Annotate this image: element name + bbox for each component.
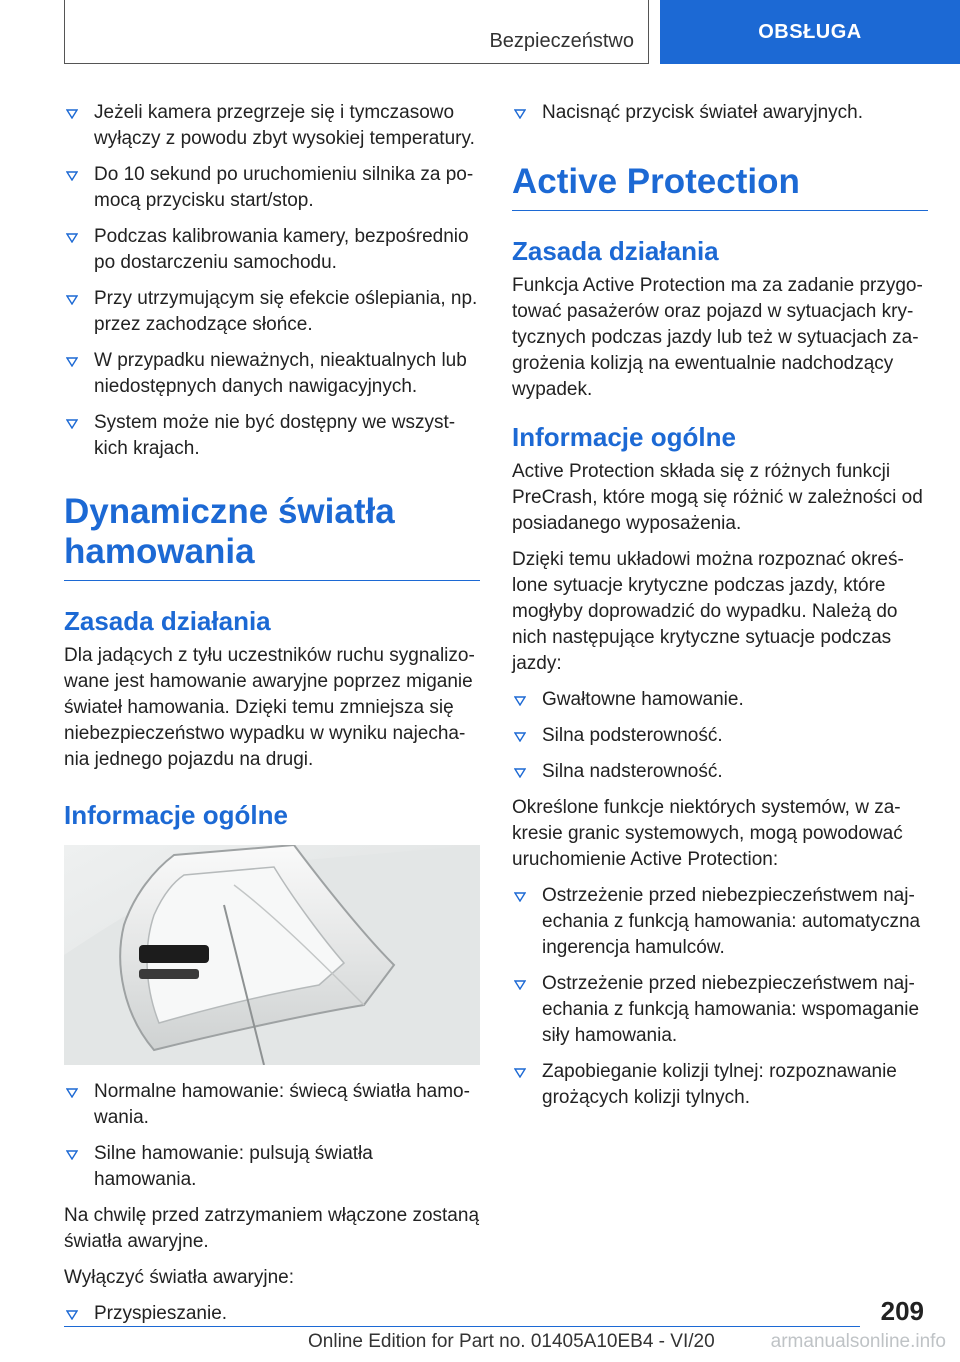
intro-bullet-list	[64, 100, 480, 462]
list-item: Ostrzeżenie przed niebezpieczeństwem naj-echania z funkcją hamowania: wspomaganie siły hamowania.	[512, 971, 928, 1049]
paragraph: Dla jadących z tyłu uczestników ruchu sygnalizo-wane jest hamowanie awaryjne poprzez miganie świateł hamowania. Dzięki temu zmniejsza się niebezpieczeństwo wypadku w wyniku najecha-nia jednego pojazdu na drugi.	[64, 645, 475, 770]
page-number: 209	[880, 1296, 924, 1326]
list-item: Jeżeli kamera przegrzeje się i tymczasowo wyłączy z powodu zbyt wysokiej temperatury.	[64, 100, 480, 152]
list-item: System może nie być dostępny we wszyst-kich krajach.	[64, 410, 480, 462]
subheading-principle: Zasada działania	[512, 236, 719, 266]
system-functions-list	[512, 883, 928, 1111]
paragraph: Wyłączyć światła awaryjne:	[64, 1267, 295, 1288]
list-item: Normalne hamowanie: świecą światła hamo-wania.	[64, 1079, 480, 1131]
footer-divider	[64, 1326, 860, 1327]
list-item: Przyspieszanie.	[64, 1301, 480, 1327]
bullet-triangle-icon	[66, 1150, 78, 1160]
bullet-triangle-icon	[514, 732, 526, 742]
bullet-triangle-icon	[514, 696, 526, 706]
list-item: Do 10 sekund po uruchomieniu silnika za po-mocą przycisku start/stop.	[64, 162, 480, 214]
paragraph: Na chwilę przed zatrzymaniem włączone zostaną światła awaryjne.	[64, 1205, 480, 1252]
critical-situations-list	[512, 687, 928, 785]
subheading-principle: Zasada działania	[64, 606, 271, 636]
list-item: Nacisnąć przycisk świateł awaryjnych.	[512, 100, 928, 126]
header-section-title: Bezpieczeństwo	[489, 30, 634, 52]
list-item: Silna podsterowność.	[512, 723, 928, 749]
paragraph: Funkcja Active Protection ma za zadanie przygo-tować pasażerów oraz pojazd w sytuacjach kry-tycznych podczas jazdy lub też w sytuacjach za-grożenia kolizją na ewentualnie nadchodzący wypadek.	[512, 275, 923, 400]
bullet-triangle-icon	[66, 295, 78, 305]
edition-note: Online Edition for Part no. 01405A10EB4 - VI/20	[308, 1331, 715, 1352]
bullet-triangle-icon	[66, 1310, 78, 1320]
bullet-triangle-icon	[66, 419, 78, 429]
hazard-button-bullet-list	[512, 100, 928, 126]
list-item: Silna nadsterowność.	[512, 759, 928, 785]
right-column	[512, 100, 928, 1121]
bullet-triangle-icon	[514, 980, 526, 990]
watermark: armanualsonline.info	[770, 1331, 946, 1352]
subheading-general-info: Informacje ogólne	[512, 422, 736, 452]
left-column	[64, 100, 480, 1337]
list-item: Podczas kalibrowania kamery, bezpośrednio po dostarczeniu samochodu.	[64, 224, 480, 276]
bullet-triangle-icon	[66, 1088, 78, 1098]
list-item: W przypadku nieważnych, nieaktualnych lub niedostępnych danych nawigacyjnych.	[64, 348, 480, 400]
list-item: Zapobieganie kolizji tylnej: rozpoznawanie grożących kolizji tylnych.	[512, 1059, 928, 1111]
bullet-triangle-icon	[514, 109, 526, 119]
bullet-triangle-icon	[514, 768, 526, 778]
bullet-triangle-icon	[66, 357, 78, 367]
bullet-triangle-icon	[66, 233, 78, 243]
list-item: Ostrzeżenie przed niebezpieczeństwem naj-echania z funkcją hamowania: automatyczna ingerencja hamulców.	[512, 883, 928, 961]
paragraph: Określone funkcje niektórych systemów, w za-kresie granic systemowych, mogą powodować uruchomienie Active Protection:	[512, 797, 903, 870]
bullet-triangle-icon	[66, 171, 78, 181]
list-item: Silne hamowanie: pulsują światła hamowania.	[64, 1141, 480, 1193]
tail-light-image	[64, 845, 480, 1065]
section-heading-active-protection: Active Protection	[512, 162, 928, 211]
list-item: Gwałtowne hamowanie.	[512, 687, 928, 713]
bullet-triangle-icon	[514, 892, 526, 902]
header-chapter-tab[interactable]: OBSŁUGA	[660, 0, 960, 64]
list-item: Przy utrzymującym się efekcie oślepiania, np. przez zachodzące słońce.	[64, 286, 480, 338]
subheading-general-info: Informacje ogólne	[64, 800, 288, 830]
bullet-triangle-icon	[514, 1068, 526, 1078]
header-box	[64, 0, 649, 64]
bullet-triangle-icon	[66, 109, 78, 119]
tail-light-illustration	[64, 845, 480, 1065]
hazard-off-bullet-list	[64, 1301, 480, 1327]
brake-bullet-list	[64, 1079, 480, 1193]
section-heading-brake-lights: Dynamiczne światła hamowania	[64, 492, 480, 581]
paragraph: Active Protection składa się z różnych funkcji PreCrash, które mogą się różnić w zależności od posiadanego wyposażenia.	[512, 461, 923, 534]
paragraph: Dzięki temu układowi można rozpoznać okreś-lone sytuacje krytyczne podczas jazdy, które mogłyby doprowadzić do wypadku. Należą do nich następujące krytyczne sytuacje podczas jazdy:	[512, 549, 904, 674]
